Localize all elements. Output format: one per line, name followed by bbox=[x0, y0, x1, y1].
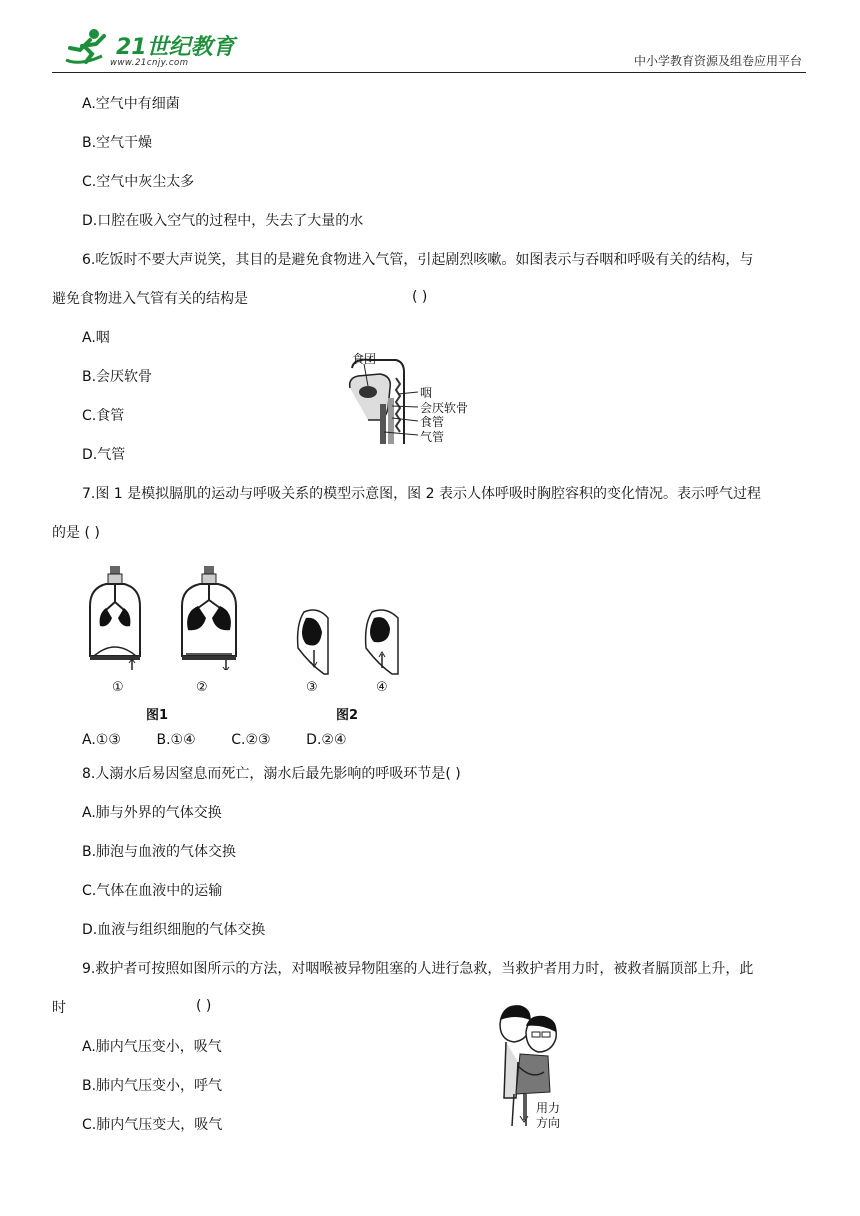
q6-stem-line2: 避免食物进入气管有关的结构是 bbox=[52, 291, 248, 307]
q8-stem: 8.人溺水后易因窒息而死亡，溺水后最先影响的呼吸环节是( ) bbox=[82, 766, 461, 782]
page-header bbox=[52, 26, 806, 73]
logo-text: 21世纪教育 bbox=[116, 35, 235, 60]
marker-4: ④ bbox=[376, 680, 388, 695]
runner-logo-icon bbox=[60, 26, 116, 70]
platform-name: 中小学教育资源及组卷应用平台 bbox=[633, 54, 802, 68]
q9-option-c: C.肺内气压变大，吸气 bbox=[82, 1117, 223, 1133]
q5-option-a: A.空气中有细菌 bbox=[82, 96, 180, 112]
fig2-caption: 图2 bbox=[336, 708, 359, 723]
q6-option-a: A.咽 bbox=[82, 330, 110, 346]
fig1-caption: 图1 bbox=[146, 708, 169, 723]
q5-option-c: C.空气中灰尘太多 bbox=[82, 174, 195, 190]
marker-1: ① bbox=[112, 680, 124, 695]
label-epiglottis: 会厌软骨 bbox=[420, 401, 469, 415]
q6-answer-paren: ( ) bbox=[412, 289, 428, 305]
logo-url: www.21cnjy.com bbox=[110, 58, 189, 68]
q5-option-b: B.空气干燥 bbox=[82, 135, 153, 151]
bell-jar-model-figure bbox=[86, 562, 246, 670]
label-pharynx: 咽 bbox=[420, 386, 433, 400]
q9-stem-line1: 9.救护者可按照如图所示的方法，对咽喉被异物阻塞的人进行急救，当救护者用力时，被救者膈顶部上升，此 bbox=[82, 961, 754, 977]
q6-option-c: C.食管 bbox=[82, 408, 125, 424]
label-trachea: 气管 bbox=[420, 430, 445, 444]
q7-stem-line1: 7.图 1 是模拟膈肌的运动与呼吸关系的模型示意图，图 2 表示人体呼吸时胸腔容积的变化情况。表示呼气过程 bbox=[82, 486, 761, 502]
chest-cavity-figure bbox=[294, 604, 410, 676]
q9-stem-line2: 时 bbox=[52, 1000, 66, 1016]
q6-option-d: D.气管 bbox=[82, 447, 126, 463]
q8-option-a: A.肺与外界的气体交换 bbox=[82, 805, 222, 821]
q7-stem-line2: 的是 ( ) bbox=[52, 525, 100, 541]
q6-stem-line1: 6.吃饭时不要大声说笑，其目的是避免食物进入气管，引起剧烈咳嗽。如图表示与吞咽和呼吸有关的结构，与 bbox=[82, 252, 754, 268]
q9-option-a: A.肺内气压变小，吸气 bbox=[82, 1039, 222, 1055]
marker-3: ③ bbox=[306, 680, 318, 695]
q5-option-d: D.口腔在吸入空气的过程中，失去了大量的水 bbox=[82, 213, 364, 229]
throat-diagram bbox=[340, 348, 480, 448]
q8-option-d: D.血液与组织细胞的气体交换 bbox=[82, 922, 266, 938]
q7-options: A.①③ B.①④ C.②③ D.②④ bbox=[82, 732, 347, 748]
q9-option-b: B.肺内气压变小，呼气 bbox=[82, 1078, 223, 1094]
force-label-line2: 方向 bbox=[536, 1116, 561, 1130]
q9-answer-paren: ( ) bbox=[196, 998, 212, 1014]
force-direction-label bbox=[536, 1101, 560, 1131]
label-bolus: 食团 bbox=[352, 352, 377, 366]
q8-option-b: B.肺泡与血液的气体交换 bbox=[82, 844, 237, 860]
marker-2: ② bbox=[196, 680, 208, 695]
label-esophagus: 食管 bbox=[420, 415, 445, 429]
q6-option-b: B.会厌软骨 bbox=[82, 369, 153, 385]
q8-option-c: C.气体在血液中的运输 bbox=[82, 883, 223, 899]
logo bbox=[60, 26, 240, 70]
force-label-line1: 用力 bbox=[536, 1101, 561, 1115]
